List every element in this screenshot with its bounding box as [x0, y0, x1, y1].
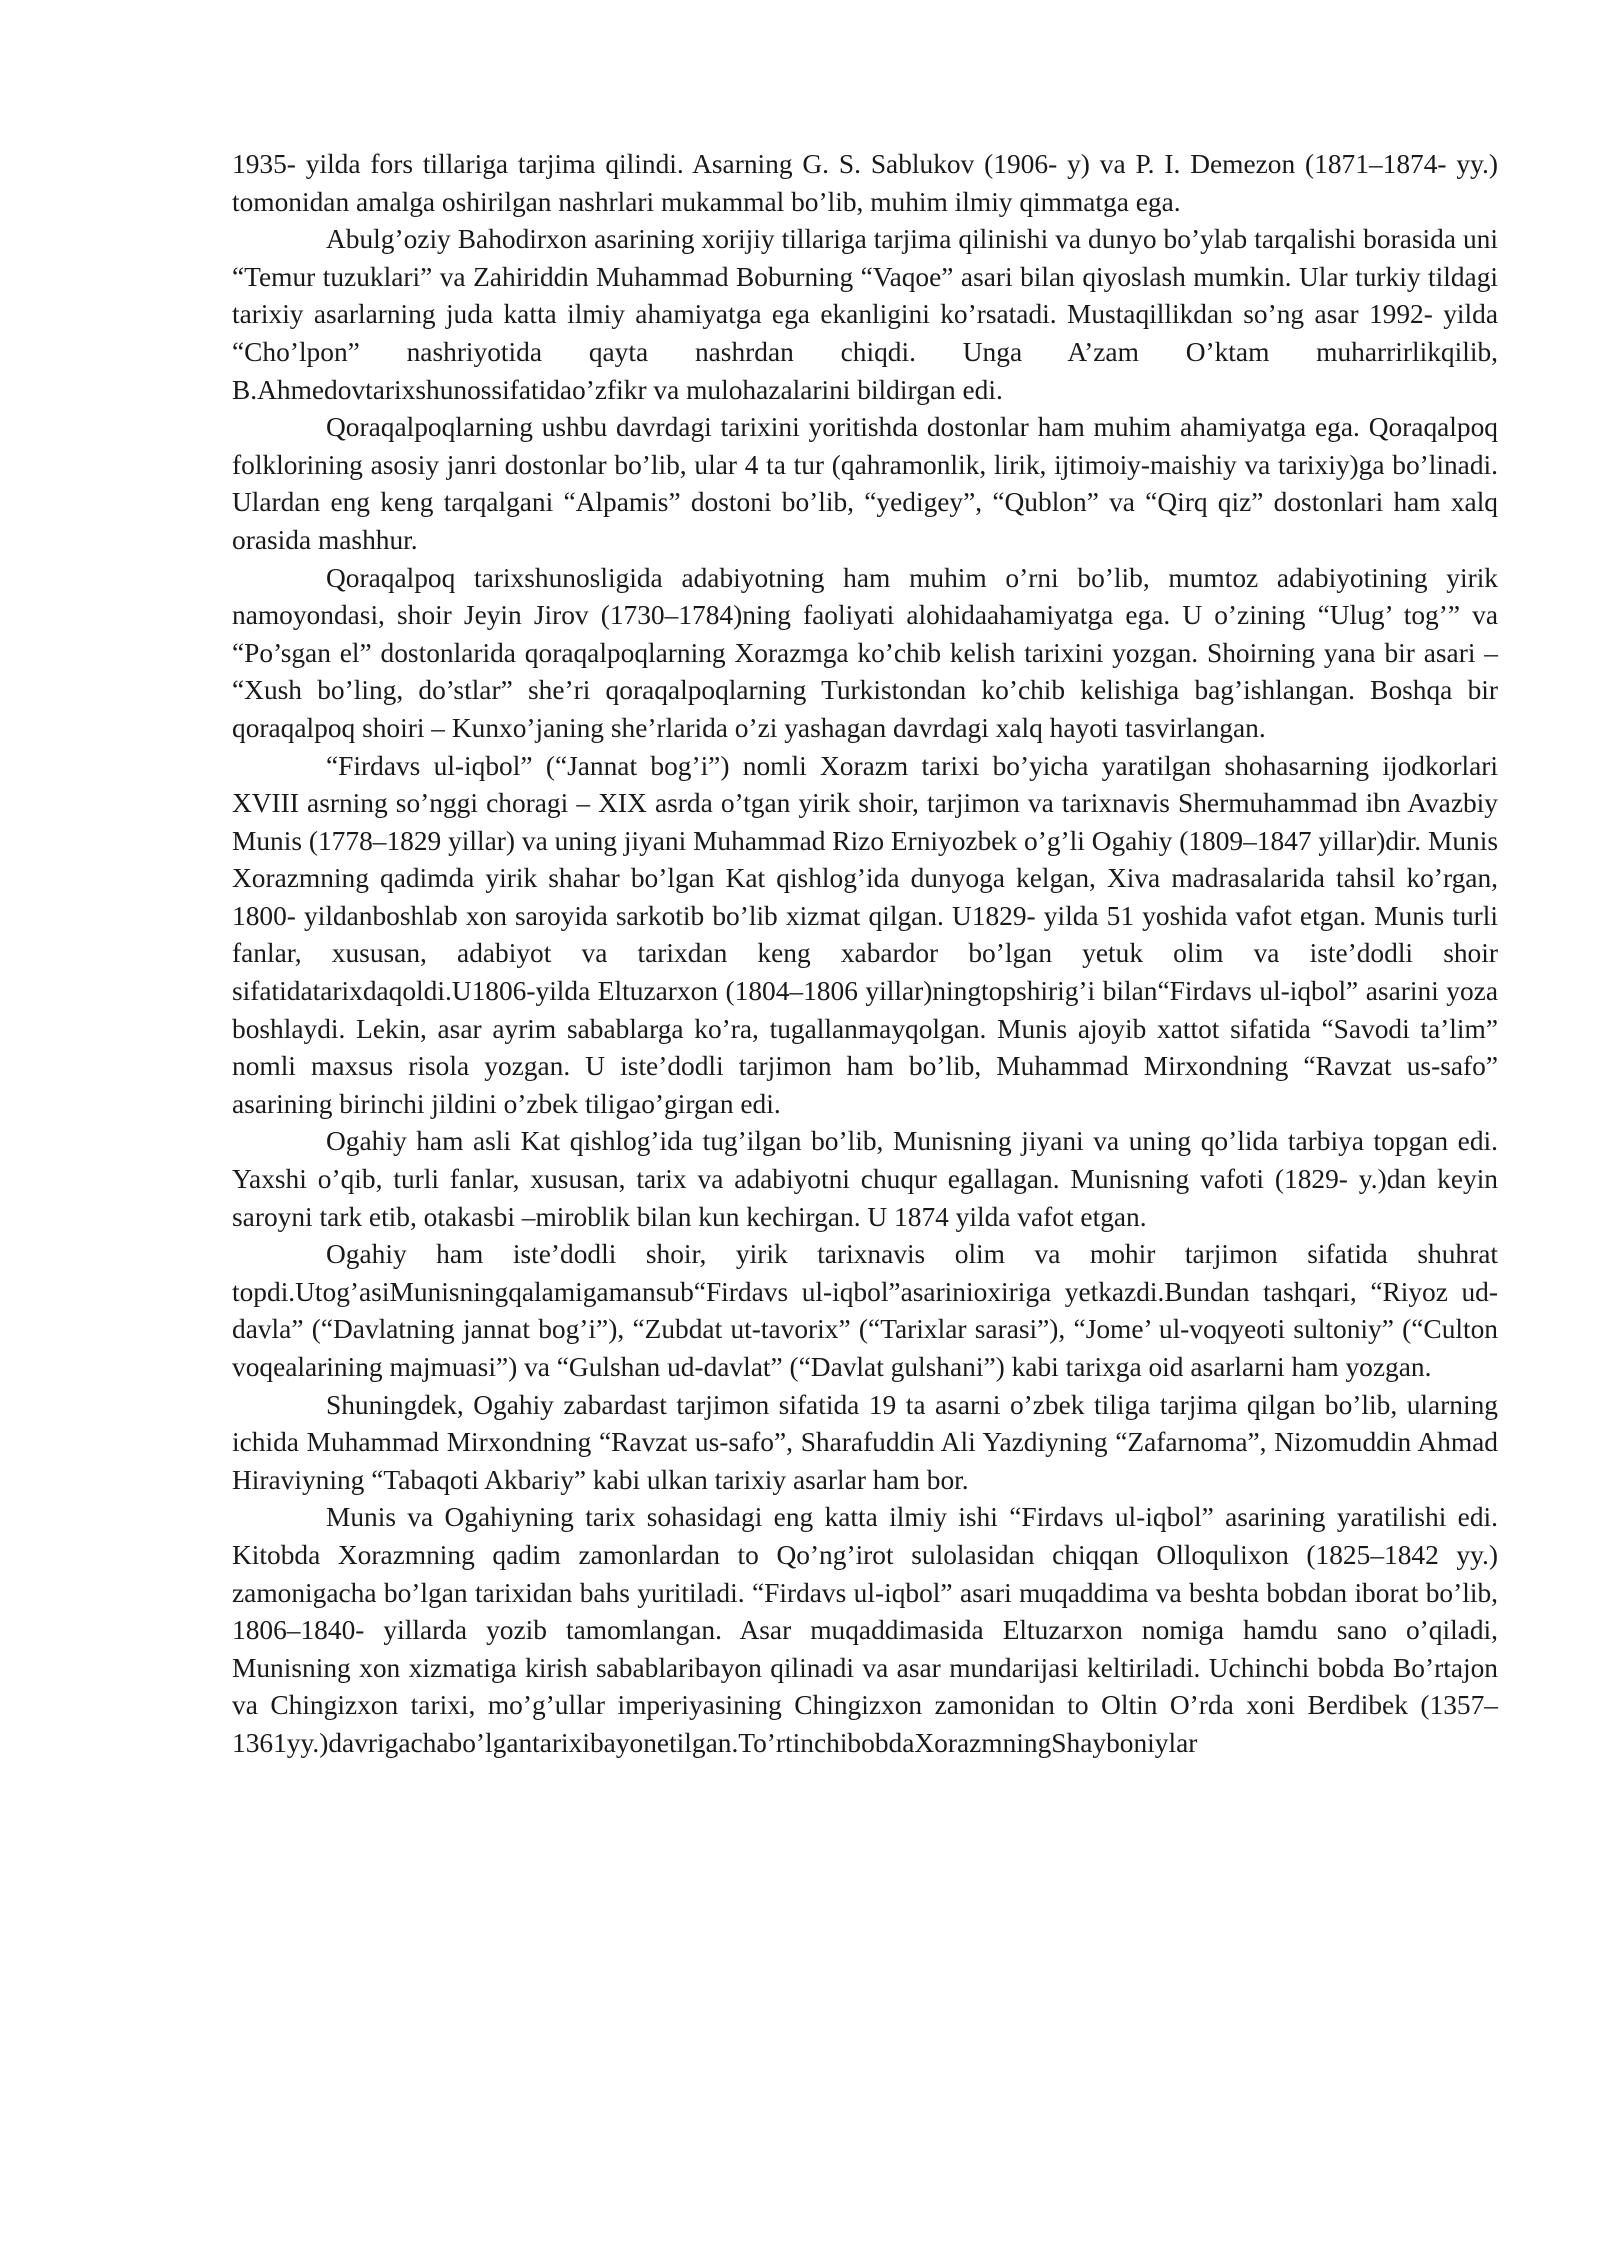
paragraph-8: Shuningdek, Ogahiy zabardast tarjimon sifatida 19 ta asarni o’zbek tiliga tarjima qilgan bo’lib, ularning ichida Muhammad Mirxondning “Ravzat us-safo”, Sharafuddin Ali Yazdiyning “Zafarnoma”, Nizomuddin Ahmad Hiraviyning “Tabaqoti Akbariy” kabi ulkan tarixiy asarlar ham bor. [232, 1389, 1498, 1495]
paragraph-4: Qoraqalpoq tarixshunosligida adabiyotning ham muhim o’rni bo’lib, mumtoz adabiyotining yirik namoyondasi, shoir Jeyin Jirov (1730–1784)ning faoliyati alohidaahamiyatga ega. U o’zining “Ulug’ tog’” va “Po’sgan el” dostonlarida qoraqalpoqlarning Xorazmga ko’chib kelish tarixini yozgan. Shoirning yana bir asari – “Xush bo’ling, do’stlar” she’ri qoraqalpoqlarning Turkistondan ko’chib kelishiga bag’ishlangan. Boshqa bir qoraqalpoq shoiri – Kunxo’janing she’rlarida o’zi yashagan davrdagi xalq hayoti tasvirlangan. [232, 562, 1498, 743]
paragraph-7: Ogahiy ham iste’dodli shoir, yirik tarixnavis olim va mohir tarjimon sifatida shuhrat topdi.Utog’asiMunisningqalamigamansub“Firdavs ul-iqbol”asarinioxiriga yetkazdi.Bundan tashqari, “Riyoz ud-davla” (“Davlatning jannat bog’i”), “Zubdat ut-tavorix” (“Tarixlar sarasi”), “Jome’ ul-voqyeoti sultoniy” (“Culton voqealarining majmuasi”) va “Gulshan ud-davlat” (“Davlat gulshani”) kabi tarixga oid asarlarni ham yozgan. [232, 1239, 1498, 1382]
paragraph-5: “Firdavs ul-iqbol” (“Jannat bog’i”) nomli Xorazm tarixi bo’yicha yaratilgan shohasarning ijodkorlari XVIII asrning so’nggi choragi – XIX asrda o’tgan yirik shoir, tarjimon va tarixnavis Shermuhammad ibn Avazbiy Munis (1778–1829 yillar) va uning jiyani Muhammad Rizo Erniyozbek o’g’li Ogahiy (1809–1847 yillar)dir. Munis Xorazmning qadimda yirik shahar bo’lgan Kat qishlog’ida dunyoga kelgan, Xiva madrasalarida tahsil ko’rgan, 1800- yildanboshlab xon saroyida sarkotib bo’lib xizmat qilgan. U1829- yilda 51 yoshida vafot etgan. Munis turli fanlar, xususan, adabiyot va tarixdan keng xabardor bo’lgan yetuk olim va iste’dodli shoir sifatidatarixdaqoldi.U1806-yilda Eltuzarxon (1804–1806 yillar)ningtopshirig’i bilan“Firdavs ul-iqbol” asarini yoza boshlaydi. Lekin, asar ayrim sabablarga ko’ra, tugallanmayqolgan. Munis ajoyib xattot sifatida “Savodi ta’lim” nomli maxsus risola yozgan. U iste’dodli tarjimon ham bo’lib, Muhammad Mirxondning “Ravzat us-safo” asarining birinchi jildini o’zbek tiligao’girgan edi. [232, 750, 1498, 1119]
paragraph-2: Abulg’oziy Bahodirxon asarining xorijiy tillariga tarjima qilinishi va dunyo bo’ylab tarqalishi borasida uni “Temur tuzuklari” va Zahiriddin Muhammad Boburning “Vaqoe” asari bilan qiyoslash mumkin. Ular turkiy tildagi tarixiy asarlarning juda katta ilmiy ahamiyatga ega ekanligini ko’rsatadi. Mustaqillikdan so’ng asar 1992- yilda “Cho’lpon” nashriyotida qayta nashrdan chiqdi. Unga A’zam O’ktam muharrirlikqilib, B.Ahmedovtarixshunossifatidao’zfikr va mulohazalarini bildirgan edi. [232, 224, 1498, 405]
paragraph-1: 1935- yilda fors tillariga tarjima qilindi. Asarning G. S. Sablukov (1906- y) va P. I. Demezon (1871–1874- yy.) tomonidan amalga oshirilgan nashrlari mukammal bo’lib, muhim ilmiy qimmatga ega. [232, 149, 1498, 217]
paragraph-3: Qoraqalpoqlarning ushbu davrdagi tarixini yoritishda dostonlar ham muhim ahamiyatga ega. Qoraqalpoq folklorining asosiy janri dostonlar bo’lib, ular 4 ta tur (qahramonlik, lirik, ijtimoiy-maishiy va tarixiy)ga bo’linadi. Ulardan eng keng tarqalgani “Alpamis” dostoni bo’lib, “yedigey”, “Qublon” va “Qirq qiz” dostonlari ham xalq orasida mashhur. [232, 412, 1498, 555]
paragraph-9: Munis va Ogahiyning tarix sohasidagi eng katta ilmiy ishi “Firdavs ul-iqbol” asarining yaratilishi edi. Kitobda Xorazmning qadim zamonlardan to Qo’ng’irot sulolasidan chiqqan Olloqulixon (1825–1842 yy.) zamonigacha bo’lgan tarixidan bahs yuritiladi. “Firdavs ul-iqbol” asari muqaddima va beshta bobdan iborat bo’lib, 1806–1840- yillarda yozib tamomlangan. Asar muqaddimasida Eltuzarxon nomiga hamdu sano o’qiladi, Munisning xon xizmatiga kirish sabablaribayon qilinadi va asar mundarijasi keltiriladi. Uchinchi bobda Bo’rtajon va Chingizxon tarixi, mo’g’ullar imperiyasining Chingizxon zamonidan to Oltin O’rda xoni Berdibek (1357–1361yy.)davrigachabo’lgantarixibayonetilgan.To’rtinchibobdaXorazmningShayboniylar [232, 1502, 1498, 1758]
document-page [232, 146, 1498, 1763]
paragraph-6: Ogahiy ham asli Kat qishlog’ida tug’ilgan bo’lib, Munisning jiyani va uning qo’lida tarbiya topgan edi. Yaxshi o’qib, turli fanlar, xususan, tarix va adabiyotni chuqur egallagan. Munisning vafoti (1829- y.)dan keyin saroyni tark etib, otakasbi –miroblik bilan kun kechirgan. U 1874 yilda vafot etgan. [232, 1126, 1498, 1232]
